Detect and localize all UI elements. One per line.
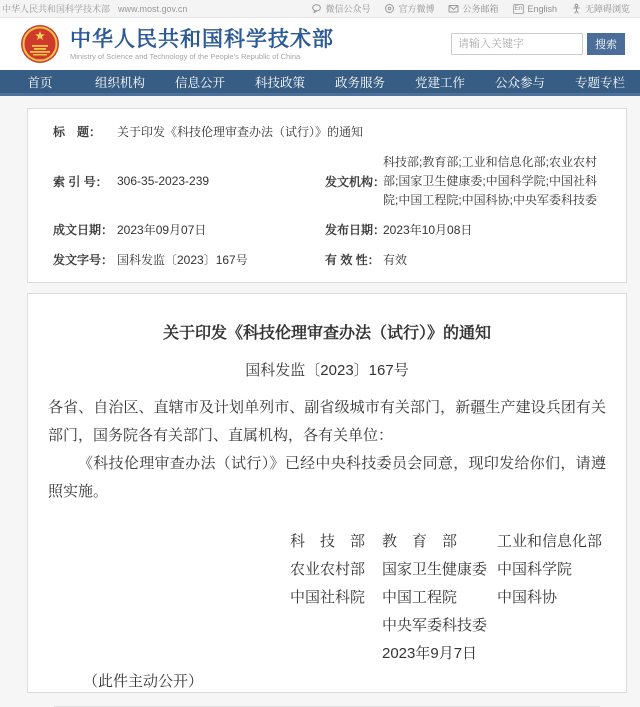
topbar-link-weibo[interactable] xyxy=(384,2,434,15)
document-title: 关于印发《科技伦理审查办法（试行）》的通知 xyxy=(162,325,491,342)
top-utility-bar xyxy=(0,0,640,18)
signer: 科 技 部 xyxy=(290,533,366,550)
signer: 农业农村部 xyxy=(290,561,366,578)
topbar-site-name: 中华人民共和国科学技术部 xyxy=(2,4,111,14)
meta-title-value: 关于印发《科技伦理审查办法（试行）》的通知 xyxy=(117,125,364,139)
mail-icon xyxy=(448,3,459,14)
nav-item-services[interactable]: 政务服务 xyxy=(334,75,385,90)
document-number: 国科发监〔2023〕167号 xyxy=(245,362,409,379)
sig-spacer xyxy=(497,640,606,668)
page-content xyxy=(0,96,640,693)
document-meta-panel xyxy=(27,108,627,283)
signature-row xyxy=(290,556,606,584)
national-emblem-logo xyxy=(20,24,60,64)
topbar-link-label: 微信公众号 xyxy=(325,4,371,14)
signature-row xyxy=(290,584,606,612)
weibo-icon xyxy=(384,3,395,14)
topbar-site-url: www.most.gov.cn xyxy=(118,3,188,14)
document-body-panel xyxy=(27,293,627,693)
nav-item-organization[interactable]: 组织机构 xyxy=(94,75,145,90)
signature-row xyxy=(290,528,606,556)
signer: 中央军委科技委 xyxy=(382,617,488,634)
nav-item-info-disclosure[interactable]: 信息公开 xyxy=(174,75,225,90)
main-nav xyxy=(0,70,640,96)
search-input[interactable] xyxy=(451,33,583,55)
signer: 教 育 部 xyxy=(382,533,458,550)
meta-doc-number-label: 发文字号： xyxy=(53,253,114,267)
meta-written-date-label: 成文日期： xyxy=(53,223,114,237)
signer: 中国社科院 xyxy=(290,589,366,606)
disclosure-note: （此件主动公开） xyxy=(83,673,204,690)
search-button[interactable]: 搜索 xyxy=(587,33,625,55)
nav-item-special-topics[interactable]: 专题专栏 xyxy=(574,75,625,90)
signer: 中国工程院 xyxy=(382,589,458,606)
sig-spacer xyxy=(497,612,606,640)
accessibility-icon xyxy=(571,3,582,14)
meta-issuer-value: 科技部;教育部;工业和信息化部;农业农村部;国家卫生健康委;中国科学院;中国社科院;中国工程院;中国科协;中央军委科技委 xyxy=(383,155,598,207)
meta-validity-label: 有 效 性： xyxy=(325,253,380,267)
topbar-link-label: English xyxy=(527,3,557,14)
topbar-link-label: 无障碍浏览 xyxy=(584,4,630,14)
signature-date: 2023年9月7日 xyxy=(382,645,478,662)
wechat-icon xyxy=(311,3,322,14)
signature-row xyxy=(290,612,606,640)
meta-index-label: 索 引 号： xyxy=(53,175,108,189)
meta-publish-date-label: 发布日期： xyxy=(325,223,386,237)
nav-item-home[interactable]: 首页 xyxy=(27,75,53,90)
nav-item-participation[interactable]: 公众参与 xyxy=(494,75,545,90)
search-bar xyxy=(451,33,625,55)
meta-written-date-value: 2023年09月07日 xyxy=(117,223,207,237)
topbar-link-wechat[interactable] xyxy=(311,2,370,15)
topbar-link-english[interactable] xyxy=(513,4,557,14)
signer: 中国科协 xyxy=(497,589,558,606)
site-header xyxy=(0,18,640,70)
nav-item-party-building[interactable]: 党建工作 xyxy=(414,75,465,90)
topbar-link-accessibility[interactable] xyxy=(571,2,630,15)
site-title: 中华人民共和国科学技术部 xyxy=(70,27,334,51)
topbar-link-label: 官方微博 xyxy=(398,4,435,14)
document-paragraph: 《科技伦理审查办法（试行）》已经中央科技委员会同意，现印发给你们，请遵照实施。 xyxy=(48,455,606,500)
nav-item-policy[interactable]: 科技政策 xyxy=(254,75,305,90)
sig-spacer xyxy=(290,640,382,668)
sig-spacer xyxy=(290,612,382,640)
meta-doc-number-value: 国科发监〔2023〕167号 xyxy=(117,253,248,267)
topbar-link-mail[interactable] xyxy=(448,2,498,15)
meta-index-value: 306-35-2023-239 xyxy=(117,174,210,188)
meta-validity-value: 有效 xyxy=(383,253,408,267)
signature-row xyxy=(290,640,606,668)
document-paragraph: 各省、自治区、直辖市及计划单列市、副省级城市有关部门，新疆生产建设兵团有关部门，国务院各有关部门、直属机构，各有关单位： xyxy=(48,399,606,444)
meta-title-label: 标 题： xyxy=(53,125,102,139)
signature-block xyxy=(290,528,606,668)
signer: 国家卫生健康委 xyxy=(382,561,488,578)
meta-publish-date-value: 2023年10月08日 xyxy=(383,223,473,237)
signer: 中国科学院 xyxy=(497,561,573,578)
site-subtitle-en: Ministry of Science and Technology of the People's Republic of China xyxy=(70,51,301,61)
english-icon: En xyxy=(514,4,523,12)
topbar-link-label: 公务邮箱 xyxy=(462,4,499,14)
meta-issuer-label: 发文机构： xyxy=(325,175,386,189)
signer: 工业和信息化部 xyxy=(497,533,603,550)
